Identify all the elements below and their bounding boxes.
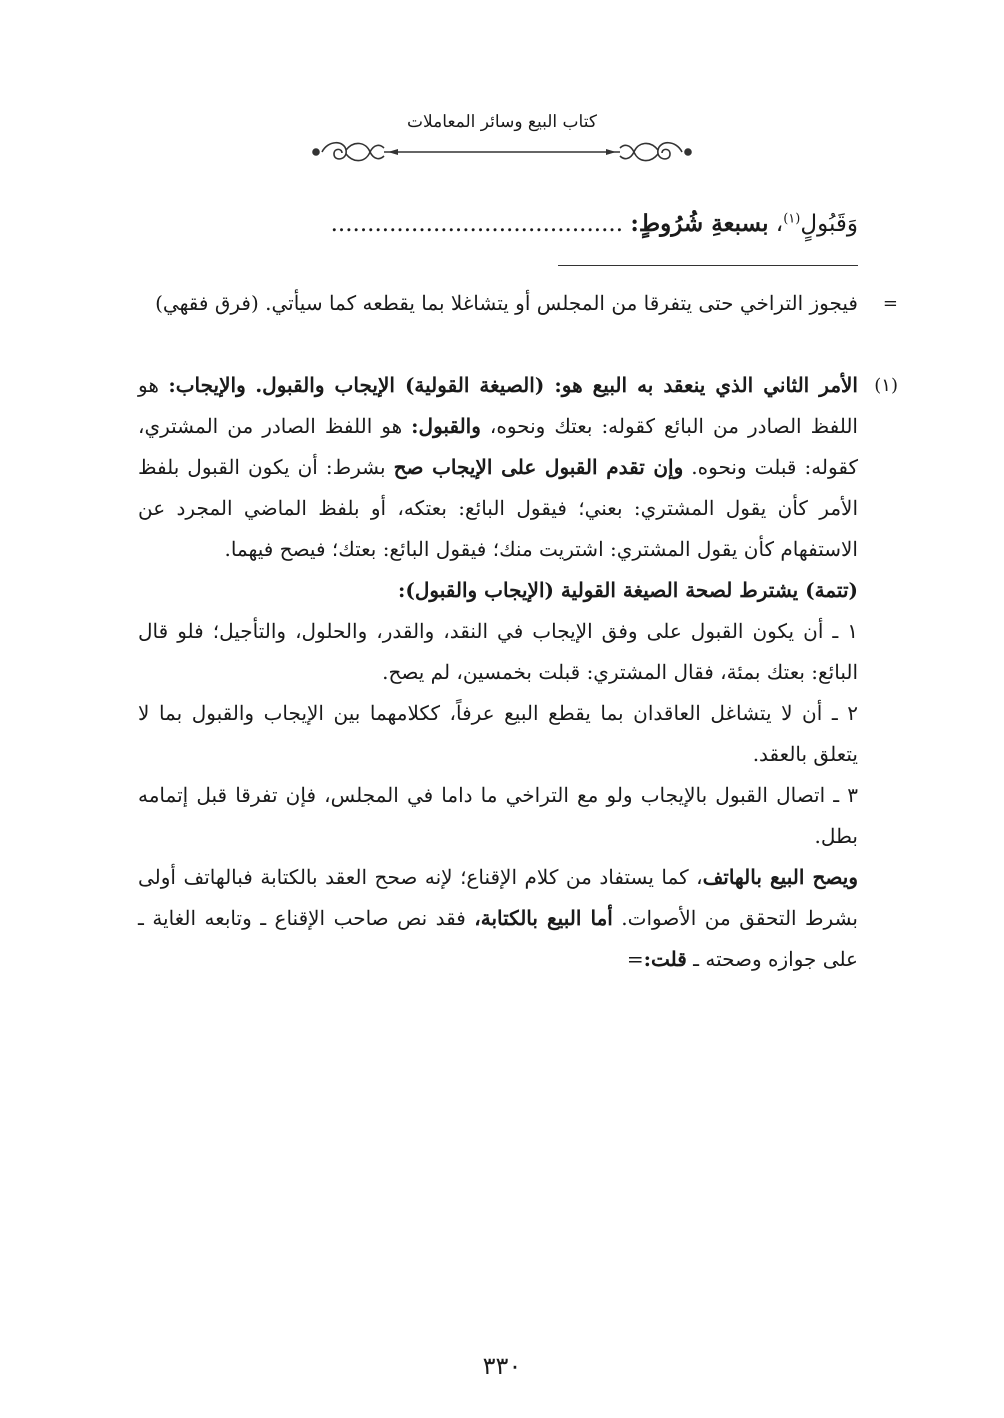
footnote-1-paragraph-4: ٢ ـ أن لا يتشاغل العاقدان بما يقطع البيع عرفاً، ككلامهما بين الإيجاب والقبول بما لا يتعلق بالعقد. (138, 701, 858, 766)
footnote-1-paragraph-5: ٣ ـ اتصال القبول بالإيجاب ولو مع التراخي ما داما في المجلس، فإن تفرقا قبل إتمامه بطل. (138, 783, 858, 848)
floral-ornament-icon (300, 134, 704, 170)
header-title: كتاب البيع وسائر المعاملات (407, 112, 597, 132)
fn1-bold-2: والإيجاب: (168, 373, 246, 397)
fn1-p6-text-3: = (626, 947, 644, 971)
fn1-p6-bold-3: قلت: (643, 947, 687, 971)
footnote-1-paragraph-2: (تتمة) يشترط لصحة الصيغة القولية (الإيجاب والقبول): (398, 578, 858, 602)
main-word: وَقَبُولٍ (800, 211, 858, 237)
continuation-text: فيجوز التراخي حتى يتفرقا من المجلس أو يتشاغلا بما يقطعه كما سيأتي. (فرق فقهي) (155, 291, 858, 315)
fn1-p6-bold-2: أما البيع بالكتابة، (474, 906, 613, 930)
fn1-bold-4: وإن تقدم القبول على الإيجاب صح (393, 455, 684, 479)
fn1-text-2: هو اللفظ الصادر من المشتري، كقوله: قبلت ونحوه. (138, 414, 858, 479)
continuation-marker: = (882, 293, 898, 314)
footnote-1-marker: (١) (874, 375, 898, 396)
fn1-p6-text-2: فقد نص صاحب الإقناع ـ وتابعه الغاية ـ على جوازه وصحته ـ (138, 906, 858, 971)
fn1-text-1: هو اللفظ الصادر من البائع كقوله: بعتك ونحوه، (138, 373, 858, 438)
fn1-p6-bold-1: ويصح البيع بالهاتف (702, 865, 858, 889)
footnote-continuation (138, 283, 898, 324)
footnote-1-paragraph-3: ١ ـ أن يكون القبول على وفق الإيجاب في النقد، والقدر، والحلول، والتأجيل؛ فلو قال البائع: بعتك بمئة، فقال المشتري: قبلت بخمسين، لم يصح. (138, 619, 858, 684)
fn1-text-3: بشرط: أن يكون القبول بلفظ الأمر كأن يقول المشتري: بعني؛ فيقول البائع: بعتكه، أو بلفظ الماضي المجرد عن الاستفهام كأن يقول المشتري: اشتريت منك؛ فيقول البائع: بعتك؛ فيصح فيهما. (138, 455, 858, 561)
dot-leader: ........................................ (330, 211, 624, 237)
main-separator: ، (768, 211, 784, 237)
main-bold-phrase: بسبعةِ شُرُوطٍ: (630, 210, 769, 237)
footnote-1 (138, 365, 898, 980)
fn1-p6-text-1: ، كما يستفاد من كلام الإقناع؛ لإنه صحح العقد بالكتابة فبالهاتف أولى بشرط التحقق من الأصوات. (138, 865, 858, 930)
footnote-reference[interactable]: (١) (783, 211, 801, 227)
footnote-1-paragraph-6 (138, 857, 858, 980)
main-text-line (138, 210, 858, 250)
fn1-bold-1: الأمر الثاني الذي ينعقد به البيع هو: (الصيغة القولية) الإيجاب والقبول. (255, 373, 858, 397)
footnote-1-paragraph-1 (138, 365, 858, 570)
footnote-separator-rule (558, 265, 858, 266)
fn1-bold-3: والقبول: (411, 414, 481, 438)
page-number: ٣٣٠ (482, 1352, 522, 1380)
running-header (300, 112, 704, 172)
